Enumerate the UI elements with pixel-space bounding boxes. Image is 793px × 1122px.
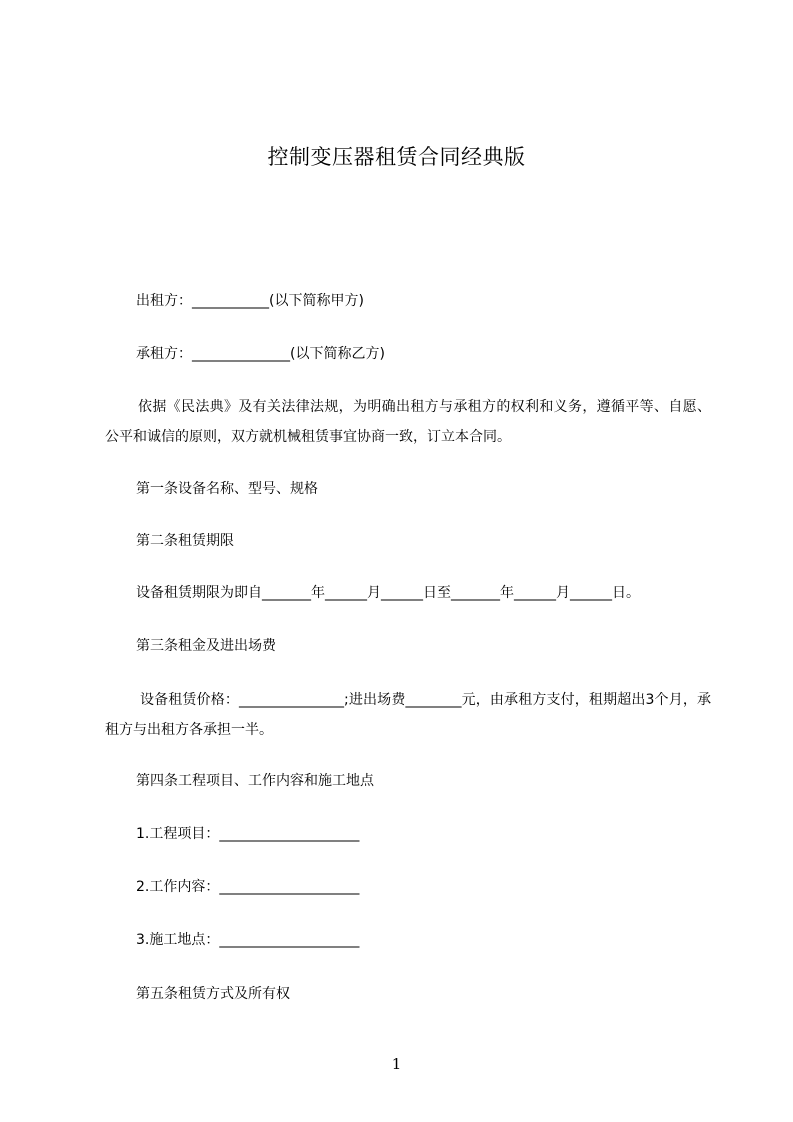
project-item-line: 1.工程项目：____________________ xyxy=(136,826,360,842)
article-3-heading: 第三条租金及进出场费 xyxy=(136,638,276,654)
page-number: 1 xyxy=(391,1055,402,1073)
site-location-line: 3.施工地点：____________________ xyxy=(136,932,360,948)
preamble-paragraph: 依据《民法典》及有关法律法规，为明确出租方与承租方的权利和义务，遵循平等、自愿、公平和诚信的原则，双方就机械租赁事宜协商一致，订立本合同。 xyxy=(105,399,711,445)
lease-term-line: 设备租赁期限为即自_______年______月______日至_______年______月______日。 xyxy=(136,585,640,601)
lessor-line: 出租方：___________(以下简称甲方) xyxy=(136,293,364,309)
lessee-line: 承租方：______________(以下简称乙方) xyxy=(136,346,385,362)
article-5-heading: 第五条租赁方式及所有权 xyxy=(136,986,290,1002)
article-1-heading: 第一条设备名称、型号、规格 xyxy=(136,481,318,497)
work-content-line: 2.工作内容：____________________ xyxy=(136,879,360,895)
article-2-heading: 第二条租赁期限 xyxy=(136,533,234,549)
article-4-heading: 第四条工程项目、工作内容和施工地点 xyxy=(136,773,374,789)
document-title: 控制变压器租赁合同经典版 xyxy=(267,145,526,169)
rent-paragraph: 设备租赁价格：_______________;进出场费________元，由承租方支付，租期超出3个月，承租方与出租方各承担一半。 xyxy=(105,692,711,738)
